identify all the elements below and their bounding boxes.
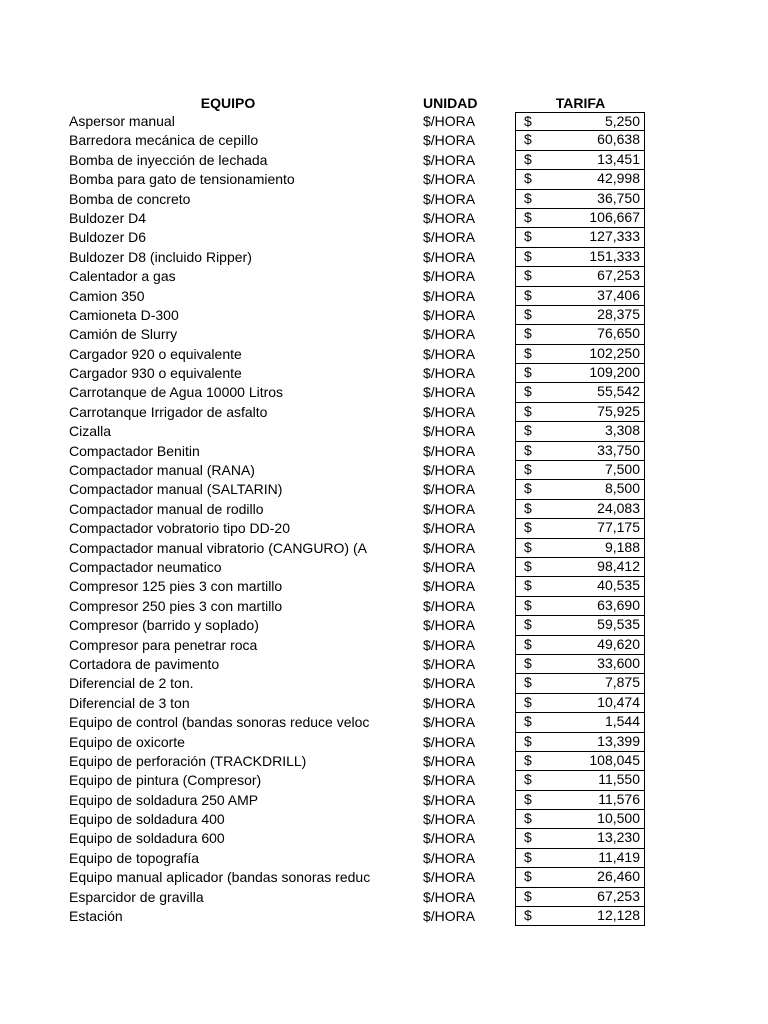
tarifa-cell <box>515 190 645 209</box>
currency-symbol: $ <box>524 325 532 342</box>
table-row <box>0 325 768 344</box>
currency-symbol: $ <box>524 170 532 187</box>
currency-symbol: $ <box>524 577 532 594</box>
tarifa-cell <box>515 810 645 829</box>
equipo-cell: Compresor 250 pies 3 con martillo <box>69 597 283 614</box>
unidad-cell: $/HORA <box>423 849 476 866</box>
equipo-cell: Compresor (barrido y soplado) <box>69 617 259 634</box>
table-row <box>0 694 768 713</box>
unidad-cell: $/HORA <box>423 733 476 750</box>
table-row <box>0 519 768 538</box>
tarifa-amount: 108,045 <box>589 751 640 768</box>
table-row <box>0 209 768 228</box>
unidad-cell: $/HORA <box>423 229 476 246</box>
tarifa-cell <box>515 151 645 170</box>
table-row <box>0 597 768 616</box>
tarifa-cell <box>515 364 645 383</box>
unidad-cell: $/HORA <box>423 888 476 905</box>
table-row <box>0 112 768 131</box>
tarifa-amount: 76,650 <box>597 325 640 342</box>
unidad-cell: $/HORA <box>423 830 476 847</box>
table-row <box>0 345 768 364</box>
table-row <box>0 791 768 810</box>
tarifa-amount: 10,474 <box>597 693 640 710</box>
unidad-cell: $/HORA <box>423 384 476 401</box>
tarifa-amount: 11,576 <box>598 790 640 807</box>
currency-symbol: $ <box>524 247 532 264</box>
tarifa-amount: 42,998 <box>597 170 640 187</box>
tarifa-cell <box>515 868 645 887</box>
table-row <box>0 131 768 150</box>
unidad-cell: $/HORA <box>423 597 476 614</box>
tarifa-cell <box>515 170 645 189</box>
unidad-cell: $/HORA <box>423 539 476 556</box>
unidad-cell: $/HORA <box>423 365 476 382</box>
tarifa-amount: 77,175 <box>597 519 640 536</box>
tarifa-cell <box>515 209 645 228</box>
tarifa-amount: 8,500 <box>604 480 640 497</box>
equipo-cell: Equipo de pintura (Compresor) <box>69 772 262 789</box>
tarifa-cell <box>515 403 645 422</box>
table-row <box>0 422 768 441</box>
tarifa-amount: 11,550 <box>598 771 640 788</box>
unidad-cell: $/HORA <box>423 675 476 692</box>
tarifa-amount: 13,451 <box>597 150 640 167</box>
tarifa-cell <box>515 442 645 461</box>
equipo-cell: Camion 350 <box>69 287 145 304</box>
currency-symbol: $ <box>524 461 532 478</box>
table-row <box>0 190 768 209</box>
table-row <box>0 170 768 189</box>
tarifa-cell <box>515 636 645 655</box>
table-row <box>0 733 768 752</box>
unidad-cell: $/HORA <box>423 190 476 207</box>
tarifa-cell <box>515 713 645 732</box>
tarifa-cell <box>515 422 645 441</box>
unidad-cell: $/HORA <box>423 132 476 149</box>
equipo-cell: Cortadora de pavimento <box>69 655 220 672</box>
currency-symbol: $ <box>524 113 532 129</box>
unidad-cell: $/HORA <box>423 113 476 129</box>
currency-symbol: $ <box>524 868 532 885</box>
tarifa-amount: 59,535 <box>597 616 640 633</box>
tarifa-cell <box>515 733 645 752</box>
currency-symbol: $ <box>524 693 532 710</box>
unidad-cell: $/HORA <box>423 772 476 789</box>
currency-symbol: $ <box>524 790 532 807</box>
equipo-cell: Diferencial de 3 ton <box>69 694 190 711</box>
tarifa-amount: 49,620 <box>597 635 640 652</box>
tarifa-cell <box>515 383 645 402</box>
tarifa-amount: 75,925 <box>597 402 640 419</box>
unidad-cell: $/HORA <box>423 617 476 634</box>
equipo-cell: Equipo de soldadura 600 <box>69 830 225 847</box>
unidad-cell: $/HORA <box>423 811 476 828</box>
tarifa-amount: 67,253 <box>597 887 640 904</box>
tarifa-cell <box>515 888 645 907</box>
tarifa-cell <box>515 267 645 286</box>
header-tarifa: TARIFA <box>555 95 606 111</box>
currency-symbol: $ <box>524 557 532 574</box>
tarifa-cell <box>515 461 645 480</box>
tarifa-cell <box>515 907 645 926</box>
unidad-cell: $/HORA <box>423 423 476 440</box>
unidad-cell: $/HORA <box>423 403 476 420</box>
equipo-cell: Compactador Benitin <box>69 442 200 459</box>
tarifa-amount: 151,333 <box>589 247 640 264</box>
tarifa-amount: 109,200 <box>589 364 640 381</box>
currency-symbol: $ <box>524 596 532 613</box>
unidad-cell: $/HORA <box>423 248 476 265</box>
unidad-cell: $/HORA <box>423 500 476 517</box>
tarifa-cell <box>515 558 645 577</box>
equipo-cell: Barredora mecánica de cepillo <box>69 132 259 149</box>
table-row <box>0 151 768 170</box>
equipo-cell: Bomba de inyección de lechada <box>69 151 268 168</box>
table-row <box>0 868 768 887</box>
equipo-cell: Estación <box>69 908 123 925</box>
tarifa-cell <box>515 829 645 848</box>
currency-symbol: $ <box>524 441 532 458</box>
tarifa-cell <box>515 752 645 771</box>
equipo-cell: Compactador neumatico <box>69 558 222 575</box>
header-unidad: UNIDAD <box>423 95 478 111</box>
currency-symbol: $ <box>524 267 532 284</box>
tarifa-amount: 5,250 <box>604 113 640 129</box>
tarifa-cell <box>515 655 645 674</box>
table-row <box>0 849 768 868</box>
tarifa-cell <box>515 674 645 693</box>
unidad-cell: $/HORA <box>423 791 476 808</box>
table-row <box>0 888 768 907</box>
equipo-cell: Equipo de soldadura 400 <box>69 811 225 828</box>
currency-symbol: $ <box>524 654 532 671</box>
tarifa-amount: 55,542 <box>597 383 640 400</box>
unidad-cell: $/HORA <box>423 694 476 711</box>
table-row <box>0 383 768 402</box>
tarifa-cell <box>515 539 645 558</box>
equipo-cell: Equipo de oxicorte <box>69 733 185 750</box>
currency-symbol: $ <box>524 887 532 904</box>
currency-symbol: $ <box>524 480 532 497</box>
tarifa-amount: 10,500 <box>597 810 640 827</box>
unidad-cell: $/HORA <box>423 326 476 343</box>
unidad-cell: $/HORA <box>423 151 476 168</box>
currency-symbol: $ <box>524 150 532 167</box>
equipo-cell: Aspersor manual <box>69 113 175 129</box>
equipo-cell: Bomba para gato de tensionamiento <box>69 171 295 188</box>
currency-symbol: $ <box>524 732 532 749</box>
equipo-cell: Compresor 125 pies 3 con martillo <box>69 578 283 595</box>
tarifa-cell <box>515 325 645 344</box>
tarifa-amount: 36,750 <box>597 189 640 206</box>
unidad-cell: $/HORA <box>423 462 476 479</box>
tarifa-amount: 63,690 <box>597 596 640 613</box>
table-row <box>0 771 768 790</box>
table-row <box>0 403 768 422</box>
tarifa-amount: 67,253 <box>597 267 640 284</box>
equipo-cell: Camioneta D-300 <box>69 306 179 323</box>
table-row <box>0 480 768 499</box>
currency-symbol: $ <box>524 364 532 381</box>
currency-symbol: $ <box>524 907 532 924</box>
tarifa-cell <box>515 577 645 596</box>
table-row <box>0 577 768 596</box>
unidad-cell: $/HORA <box>423 655 476 672</box>
tarifa-cell <box>515 616 645 635</box>
unidad-cell: $/HORA <box>423 636 476 653</box>
currency-symbol: $ <box>524 771 532 788</box>
tarifa-amount: 24,083 <box>597 499 640 516</box>
currency-symbol: $ <box>524 538 532 555</box>
table-row <box>0 674 768 693</box>
currency-symbol: $ <box>524 383 532 400</box>
tarifa-amount: 7,875 <box>604 674 640 691</box>
tarifa-cell <box>515 345 645 364</box>
tarifa-amount: 11,419 <box>598 848 640 865</box>
unidad-cell: $/HORA <box>423 287 476 304</box>
equipo-cell: Equipo de control (bandas sonoras reduce veloc <box>69 714 370 731</box>
unidad-cell: $/HORA <box>423 520 476 537</box>
tarifa-amount: 106,667 <box>589 208 640 225</box>
currency-symbol: $ <box>524 228 532 245</box>
table-header <box>0 94 768 112</box>
tarifa-cell <box>515 771 645 790</box>
unidad-cell: $/HORA <box>423 714 476 731</box>
table-row <box>0 442 768 461</box>
tarifa-cell <box>515 694 645 713</box>
table-row <box>0 616 768 635</box>
currency-symbol: $ <box>524 616 532 633</box>
table-row <box>0 500 768 519</box>
tarifa-amount: 33,750 <box>597 441 640 458</box>
unidad-cell: $/HORA <box>423 481 476 498</box>
tarifa-amount: 33,600 <box>597 654 640 671</box>
equipo-cell: Compactador vobratorio tipo DD-20 <box>69 520 290 537</box>
table-row <box>0 636 768 655</box>
unidad-cell: $/HORA <box>423 869 476 886</box>
equipo-cell: Equipo de topografía <box>69 849 199 866</box>
header-equipo: EQUIPO <box>200 95 256 111</box>
equipo-cell: Bomba de concreto <box>69 190 191 207</box>
table-row <box>0 752 768 771</box>
unidad-cell: $/HORA <box>423 442 476 459</box>
currency-symbol: $ <box>524 829 532 846</box>
tarifa-amount: 13,230 <box>597 829 640 846</box>
equipo-cell: Compactador manual (SALTARIN) <box>69 481 283 498</box>
equipo-cell: Compactador manual de rodillo <box>69 500 264 517</box>
unidad-cell: $/HORA <box>423 306 476 323</box>
tarifa-amount: 28,375 <box>597 305 640 322</box>
tarifa-amount: 12,128 <box>597 907 640 924</box>
equipo-cell: Carrotanque de Agua 10000 Litros <box>69 384 284 401</box>
equipo-cell: Camión de Slurry <box>69 326 178 343</box>
unidad-cell: $/HORA <box>423 578 476 595</box>
table-row <box>0 306 768 325</box>
table-row <box>0 539 768 558</box>
currency-symbol: $ <box>524 713 532 730</box>
currency-symbol: $ <box>524 131 532 148</box>
equipo-cell: Diferencial de 2 ton. <box>69 675 194 692</box>
currency-symbol: $ <box>524 208 532 225</box>
equipo-cell: Buldozer D6 <box>69 229 147 246</box>
table-row <box>0 248 768 267</box>
equipo-cell: Cargador 920 o equivalente <box>69 345 242 362</box>
tarifa-amount: 98,412 <box>597 557 640 574</box>
unidad-cell: $/HORA <box>423 908 476 925</box>
currency-symbol: $ <box>524 848 532 865</box>
currency-symbol: $ <box>524 751 532 768</box>
unidad-cell: $/HORA <box>423 558 476 575</box>
equipo-cell: Cargador 930 o equivalente <box>69 365 242 382</box>
tarifa-amount: 37,406 <box>597 286 640 303</box>
tarifa-cell <box>515 248 645 267</box>
currency-symbol: $ <box>524 519 532 536</box>
equipo-cell: Equipo de soldadura 250 AMP <box>69 791 259 808</box>
currency-symbol: $ <box>524 422 532 439</box>
tarifa-amount: 40,535 <box>597 577 640 594</box>
tarifa-amount: 9,188 <box>604 538 640 555</box>
table-row <box>0 829 768 848</box>
currency-symbol: $ <box>524 499 532 516</box>
table-row <box>0 461 768 480</box>
table-row <box>0 558 768 577</box>
tarifa-cell <box>515 228 645 247</box>
table-row <box>0 713 768 732</box>
table-row <box>0 810 768 829</box>
tarifa-amount: 3,308 <box>604 422 640 439</box>
unidad-cell: $/HORA <box>423 752 476 769</box>
tarifa-amount: 13,399 <box>597 732 640 749</box>
tarifa-cell <box>515 849 645 868</box>
tarifa-amount: 127,333 <box>589 228 640 245</box>
currency-symbol: $ <box>524 402 532 419</box>
currency-symbol: $ <box>524 286 532 303</box>
tarifa-cell <box>515 306 645 325</box>
table-row <box>0 655 768 674</box>
table-row <box>0 228 768 247</box>
currency-symbol: $ <box>524 674 532 691</box>
equipo-cell: Buldozer D4 <box>69 209 147 226</box>
table-row <box>0 267 768 286</box>
table-body <box>0 112 768 926</box>
equipo-cell: Esparcidor de gravilla <box>69 888 204 905</box>
tarifa-cell <box>515 791 645 810</box>
tarifa-amount: 26,460 <box>597 868 640 885</box>
table-row <box>0 907 768 926</box>
equipo-cell: Compactador manual vibratorio (CANGURO) (A <box>69 539 367 556</box>
equipo-cell: Equipo de perforación (TRACKDRILL) <box>69 752 307 769</box>
currency-symbol: $ <box>524 189 532 206</box>
unidad-cell: $/HORA <box>423 345 476 362</box>
unidad-cell: $/HORA <box>423 171 476 188</box>
tarifa-cell <box>515 131 645 150</box>
currency-symbol: $ <box>524 810 532 827</box>
currency-symbol: $ <box>524 344 532 361</box>
currency-symbol: $ <box>524 635 532 652</box>
table-row <box>0 364 768 383</box>
tarifa-cell <box>515 597 645 616</box>
tarifa-amount: 102,250 <box>589 344 640 361</box>
tarifa-cell <box>515 519 645 538</box>
tarifa-amount: 60,638 <box>597 131 640 148</box>
tarifa-amount: 7,500 <box>604 461 640 478</box>
tarifa-amount: 1,544 <box>604 713 640 730</box>
tarifa-cell <box>515 112 645 131</box>
equipo-cell: Carrotanque Irrigador de asfalto <box>69 403 268 420</box>
equipo-cell: Buldozer D8 (incluido Ripper) <box>69 248 252 265</box>
unidad-cell: $/HORA <box>423 268 476 285</box>
equipo-cell: Compactador manual (RANA) <box>69 462 255 479</box>
unidad-cell: $/HORA <box>423 209 476 226</box>
tarifa-cell <box>515 480 645 499</box>
tarifa-cell <box>515 500 645 519</box>
table-row <box>0 287 768 306</box>
equipo-cell: Calentador a gas <box>69 268 176 285</box>
equipo-cell: Cizalla <box>69 423 112 440</box>
currency-symbol: $ <box>524 305 532 322</box>
equipo-cell: Equipo manual aplicador (bandas sonoras reduc <box>69 869 371 886</box>
equipo-cell: Compresor para penetrar roca <box>69 636 258 653</box>
tarifa-cell <box>515 287 645 306</box>
